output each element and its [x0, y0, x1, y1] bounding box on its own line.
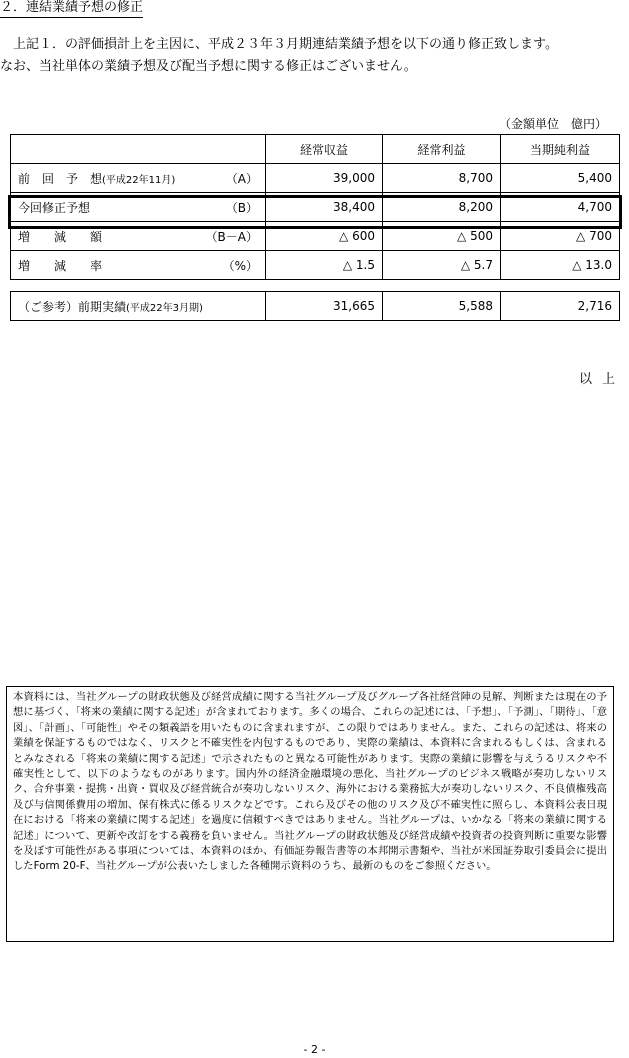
disclaimer-text: 本資料には、当社グループの財政状態及び経営成績に関する当社グループ及びグループ各社経営陣の見解、判断または現在の予想に基づく、「将来の業績に関する記述」が含まれております。多くの場合、これらの記述には、「予想」、「予測」、「期待」、「意図」、「計画」、「可能性」やその類義語を用いたものに含まれますが、この限りではありません。また、これらの記述は、将来の業績を保証するものではなく、リスクと不確実性を内包するものであり、実際の業績は、本資料に含まれるもしくは、含まれるとみなされる「将来の業績に関する記述」で示されたものと異なる可能性があります。実際の業績に影響を与えうるリスクや不確実性として、以下のようなものがあります。国内外の経済金融環境の悪化、当社グループのビジネス戦略が奏功しないリスク、合弁事業・提携・出資・買収及び経営統合が奏功しないリスク、海外における業務拡大が奏功しないリスク、不良債権残高及び与信関係費用の増加、保有株式に係るリスクなどです。これら及びその他のリスク及び不確実性に照らし、本資料公表日現在における「将来の業績に関する記述」を過度に信頼すべきではありません。当社グループは、いかなる「将来の業績に関する記述」について、更新や改訂をする義務を負いません。当社グループの財政状態及び経営成績や投資者の投資判断に重要な影響を及ぼす可能性がある事項については、本資料のほか、有価証券報告書等の本邦開示書類や、当社が米国証券取引委員会に提出したForm 20-F、当社グループが公表いたしました各種開示資料のうち、最新のものをご参照ください。 [13, 691, 607, 873]
intro-line-1: 上記１．の評価損計上を主因に、平成２３年３月期連結業績予想を以下の通り修正致します。 [0, 37, 558, 52]
page-number: - 2 - [303, 1043, 326, 1056]
table-row-change-rate [11, 251, 620, 280]
table-cell: 31,665 [266, 292, 383, 321]
header-ordinary-profit: 経常利益 [383, 135, 501, 164]
table-cell: △ 700 [501, 222, 620, 251]
revised-forecast-highlight [8, 195, 622, 229]
row-label: 増 減 率 [18, 258, 103, 273]
table-cell: 38,400 [266, 193, 383, 222]
section-heading: ２．連結業績予想の修正 [0, 0, 143, 18]
row-tag: （B） [225, 200, 258, 215]
row-tag: （A） [225, 171, 258, 186]
header-ordinary-income: 経常収益 [266, 135, 383, 164]
unit-note: （金額単位 億円） [498, 117, 607, 131]
table-cell: △ 1.5 [266, 251, 383, 280]
reference-table [10, 291, 620, 321]
intro-line-2: なお、当社単体の業績予想及び配当予想に関する修正はございません。 [0, 59, 417, 74]
table-cell: 39,000 [266, 164, 383, 193]
header-blank-cell [11, 135, 266, 164]
row-label: （ご参考）前期実績 [18, 299, 127, 314]
disclaimer-box [6, 686, 614, 942]
table-cell: 5,400 [501, 164, 620, 193]
row-tag: （%） [222, 258, 258, 273]
header-net-income: 当期純利益 [501, 135, 620, 164]
table-cell: △ 5.7 [383, 251, 501, 280]
table-cell: △ 600 [266, 222, 383, 251]
row-label: 前 回 予 想 [18, 171, 103, 186]
row-label: 今回修正予想 [18, 200, 91, 215]
row-tag: （B－A） [205, 229, 258, 244]
table-cell: 2,716 [501, 292, 620, 321]
table-cell: △ 500 [383, 222, 501, 251]
table-cell: 8,700 [383, 164, 501, 193]
table-cell: 4,700 [501, 193, 620, 222]
row-sub-label: (平成22年11月) [102, 174, 176, 186]
table-cell: 5,588 [383, 292, 501, 321]
table-header-row [11, 135, 620, 164]
row-label-cell [11, 251, 266, 280]
row-label: 増 減 額 [18, 229, 103, 244]
table-cell: △ 13.0 [501, 251, 620, 280]
row-label-cell [11, 292, 266, 321]
row-label-cell [11, 164, 266, 193]
table-row-previous-results [11, 292, 620, 321]
table-row-previous-forecast [11, 164, 620, 193]
table-cell: 8,200 [383, 193, 501, 222]
closing-mark: 以上 [578, 372, 625, 387]
row-sub-label: (平成22年3月期) [126, 302, 203, 314]
